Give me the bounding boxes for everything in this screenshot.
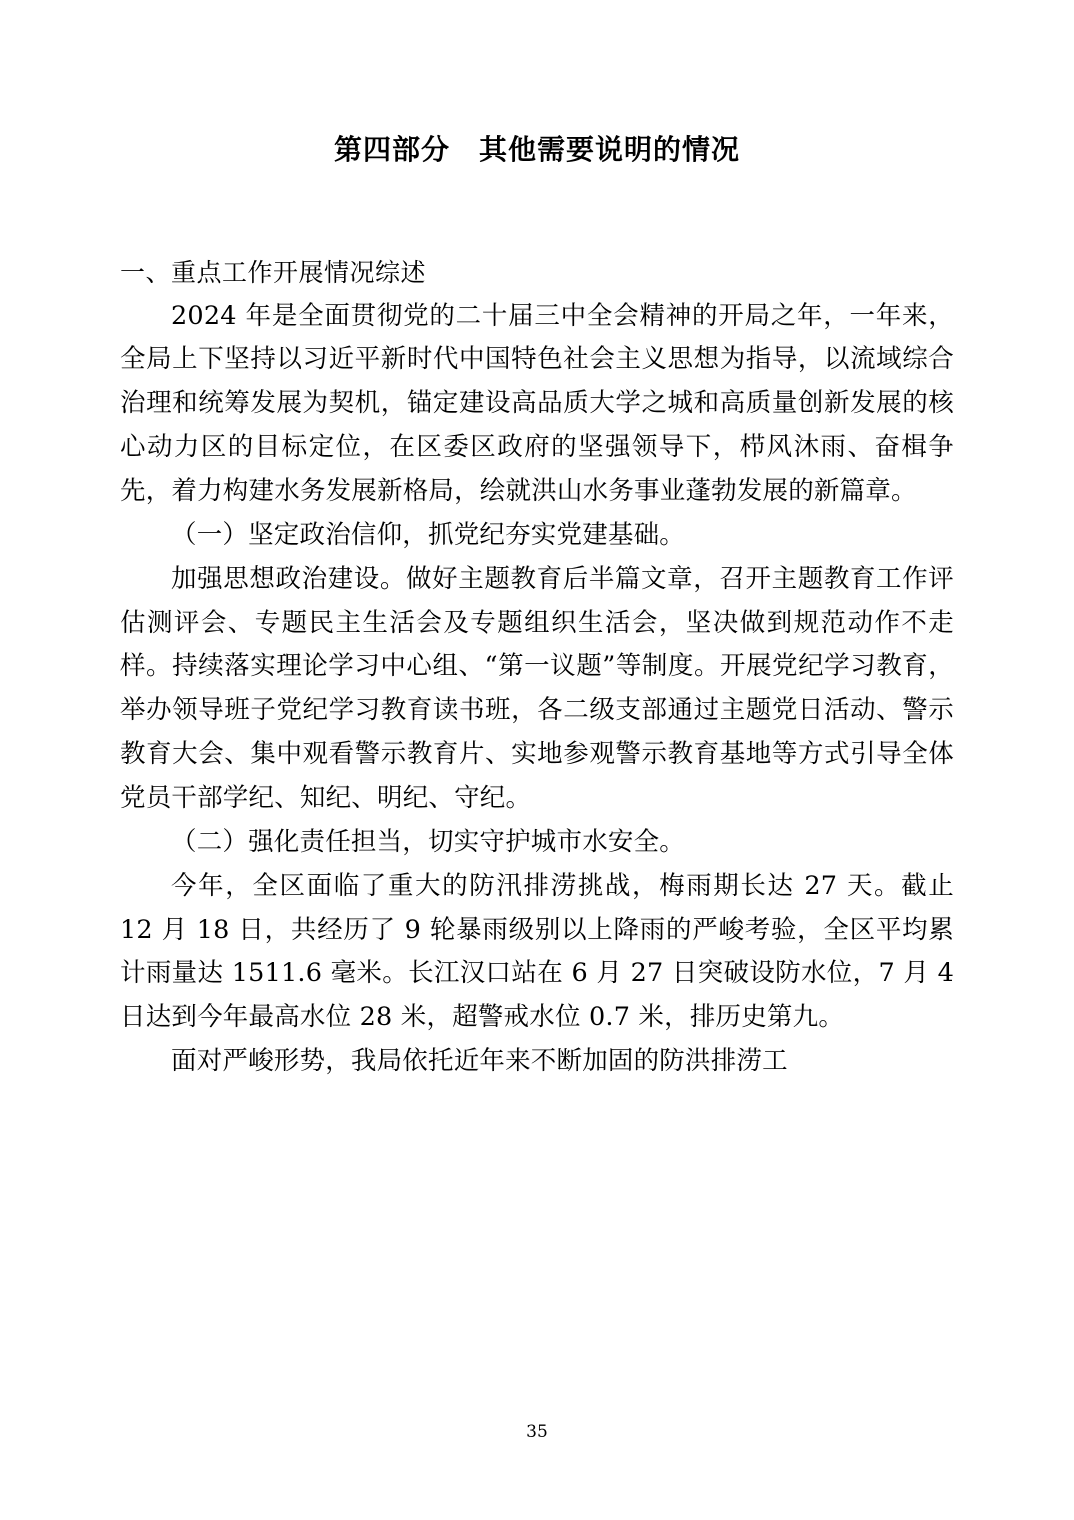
- paragraph-5: 今年，全区面临了重大的防汛排涝挑战，梅雨期长达 27 天。截止 12 月 18 日，共经历了 9 轮暴雨级别以上降雨的严峻考验，全区平均累计雨量达 1511.6 毫米。长江汉口站在 6 月 27 日突破设防水位，7 月 4 日达到今年最高水位 28 米，超警戒水位 0.7 米，排历史第九。: [120, 870, 954, 1033]
- paragraph-4: （二）强化责任担当，切实守护城市水安全。: [171, 826, 686, 857]
- paragraph-3: 加强思想政治建设。做好主题教育后半篇文章，召开主题教育工作评估测评会、专题民主生活会及专题组织生活会，坚决做到规范动作不走样。持续落实理论学习中心组、“第一议题”等制度。开展党纪学习教育，举办领导班子党纪学习教育读书班，各二级支部通过主题党日活动、警示教育大会、集中观看警示教育片、实地参观警示教育基地等方式引导全体党员干部学纪、知纪、明纪、守纪。: [120, 563, 954, 813]
- page-number: 35: [526, 1422, 548, 1442]
- page-title: 第四部分 其他需要说明的情况: [333, 133, 740, 166]
- paragraph-6: 面对严峻形势，我局依托近年来不断加固的防洪排涝工: [171, 1046, 788, 1077]
- section-heading: 一、重点工作开展情况综述: [120, 257, 427, 287]
- paragraph-2: （一）坚定政治信仰，抓党纪夯实党建基础。: [171, 519, 686, 550]
- paragraph-1: 2024 年是全面贯彻党的二十届三中全会精神的开局之年，一年来，全局上下坚持以习近平新时代中国特色社会主义思想为指导，以流域综合治理和统筹发展为契机，锚定建设高品质大学之城和高质量创新发展的核心动力区的目标定位，在区委区政府的坚强领导下，栉风沐雨、奋楫争先，着力构建水务发展新格局，绘就洪山水务事业蓬勃发展的新篇章。: [120, 300, 954, 506]
